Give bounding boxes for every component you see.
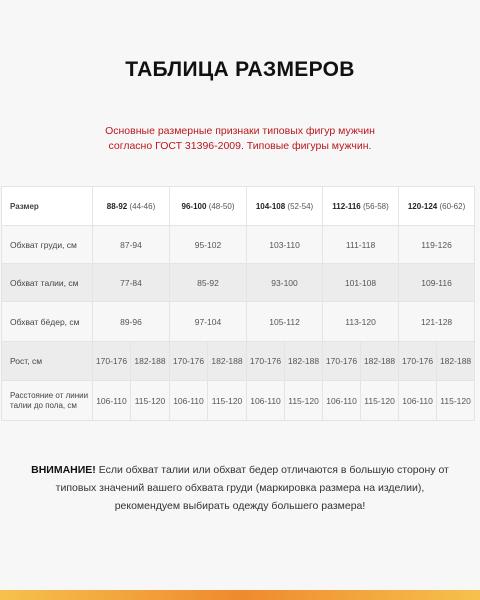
size-header: 96-100 (48-50): [170, 187, 247, 226]
warning-note: [10, 461, 470, 515]
gost-subtitle: [0, 124, 480, 154]
table-cell: 106-110: [170, 381, 208, 421]
warning-line-3: рекомендуем выбирать одежду большего размера!: [114, 500, 366, 512]
table-cell: 85-92: [170, 264, 247, 302]
table-cell: 106-110: [399, 381, 437, 421]
row-label: Обхват груди, см: [2, 226, 93, 264]
page-title: ТАБЛИЦА РАЗМЕРОВ: [125, 58, 355, 81]
table-cell: 170-176: [93, 342, 131, 381]
table-cell: 87-94: [93, 226, 170, 264]
table-cell: 106-110: [93, 381, 131, 421]
table-cell: 77-84: [93, 264, 170, 302]
table-row-waist: [2, 264, 475, 302]
table-cell: 103-110: [247, 226, 323, 264]
table-cell: 113-120: [323, 302, 399, 342]
table-cell: 182-188: [361, 342, 399, 381]
header-label: Размер: [2, 187, 93, 226]
table-cell: 115-120: [131, 381, 170, 421]
table-cell: 115-120: [361, 381, 399, 421]
table-cell: 170-176: [170, 342, 208, 381]
row-label: Обхват талии, см: [2, 264, 93, 302]
table-cell: 170-176: [399, 342, 437, 381]
table-cell: 119-126: [399, 226, 475, 264]
table-cell: 93-100: [247, 264, 323, 302]
table-cell: 182-188: [285, 342, 323, 381]
table-cell: 106-110: [323, 381, 361, 421]
table-header-row: [2, 187, 475, 226]
table-row-chest: [2, 226, 475, 264]
size-header: 88-92 (44-46): [93, 187, 170, 226]
bottom-accent-bar: [0, 590, 480, 600]
table-cell: 115-120: [285, 381, 323, 421]
table-cell: 101-108: [323, 264, 399, 302]
table-cell: 105-112: [247, 302, 323, 342]
table-cell: 97-104: [170, 302, 247, 342]
table-row-distance: [2, 381, 475, 421]
table-cell: 121-128: [399, 302, 475, 342]
row-label: Обхват бёдер, см: [2, 302, 93, 342]
table-row-hips: [2, 302, 475, 342]
warning-line-1: ВНИМАНИЕ! Если обхват талии или обхват бедер отличаются в большую сторону от: [31, 464, 449, 476]
row-label: Расстояние от линии талии до пола, см: [2, 381, 93, 421]
table-cell: 170-176: [323, 342, 361, 381]
table-cell: 111-118: [323, 226, 399, 264]
size-table: [1, 186, 475, 421]
table-cell: 182-188: [131, 342, 170, 381]
size-header: 112-116 (56-58): [323, 187, 399, 226]
table-cell: 106-110: [247, 381, 285, 421]
table-cell: 170-176: [247, 342, 285, 381]
subtitle-line-2: согласно ГОСТ 31396-2009. Типовые фигуры мужчин.: [108, 140, 372, 152]
warning-label: ВНИМАНИЕ!: [31, 464, 96, 476]
warning-line-2: типовых значений вашего обхвата груди (маркировка размера на изделии),: [55, 482, 425, 494]
table-cell: 95-102: [170, 226, 247, 264]
size-header: 104-108 (52-54): [247, 187, 323, 226]
table-cell: 182-188: [437, 342, 475, 381]
table-cell: 182-188: [208, 342, 247, 381]
subtitle-line-1: Основные размерные признаки типовых фигур мужчин: [105, 125, 375, 137]
table-cell: 89-96: [93, 302, 170, 342]
table-cell: 115-120: [437, 381, 475, 421]
table-cell: 115-120: [208, 381, 247, 421]
size-header: 120-124 (60-62): [399, 187, 475, 226]
table-cell: 109-116: [399, 264, 475, 302]
row-label: Рост, см: [2, 342, 93, 381]
table-row-height: [2, 342, 475, 381]
